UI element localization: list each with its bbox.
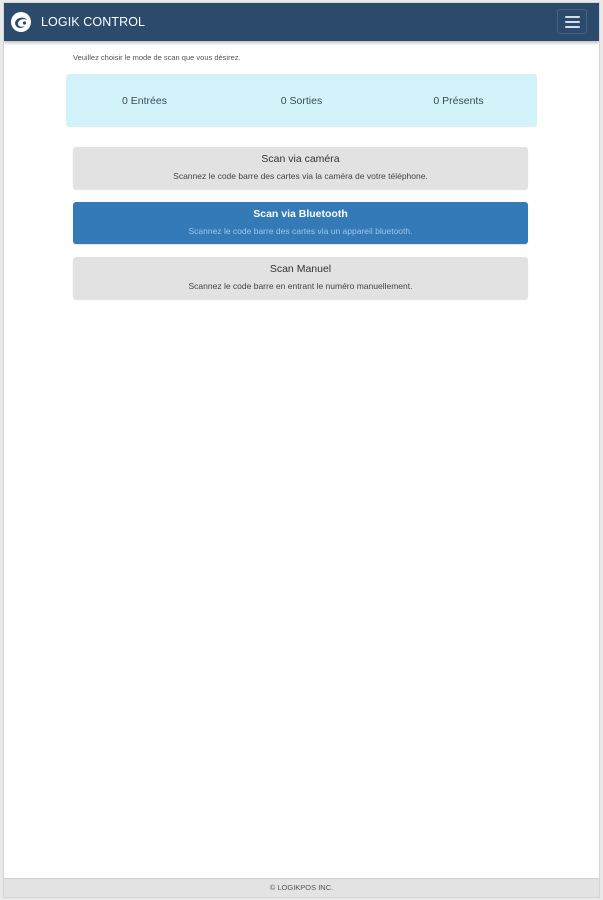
scan-camera-title: Scan via caméra (261, 153, 340, 165)
hamburger-menu-icon-bar (565, 26, 580, 28)
scan-bluetooth-button[interactable] (73, 202, 528, 244)
scan-manual-title: Scan Manuel (269, 263, 332, 275)
scan-mode-instruction: Veuillez choisir le mode de scan que vous désirez. (73, 53, 241, 62)
logo-swirl-icon (10, 11, 32, 33)
scan-camera-button[interactable] (73, 147, 528, 189)
scan-manual-description: Scannez le code barre en entrant le numéro manuellement. (188, 281, 413, 291)
hamburger-menu-icon-bar (565, 21, 580, 23)
footer-copyright: © LOGIKPOS INC. (269, 883, 334, 892)
present-count: 0 Présents (433, 94, 484, 107)
brand[interactable] (10, 11, 145, 33)
hamburger-menu-button[interactable] (557, 9, 587, 34)
exits-count: 0 Sorties (280, 94, 323, 107)
footer (4, 878, 599, 897)
app-frame (3, 2, 600, 898)
entries-count: 0 Entrées (122, 94, 167, 107)
scan-bluetooth-title: Scan via Bluetooth (253, 208, 348, 220)
scan-bluetooth-description: Scannez le code barre des cartes via un appareil bluetooth. (188, 226, 413, 236)
attendance-stats-panel (66, 74, 537, 127)
scan-manual-button[interactable] (73, 257, 528, 299)
brand-name: LOGIK CONTROL (41, 15, 146, 29)
scan-camera-description: Scannez le code barre des cartes via la caméra de votre téléphone. (173, 171, 428, 181)
hamburger-menu-icon (565, 16, 580, 18)
navbar (4, 3, 599, 41)
